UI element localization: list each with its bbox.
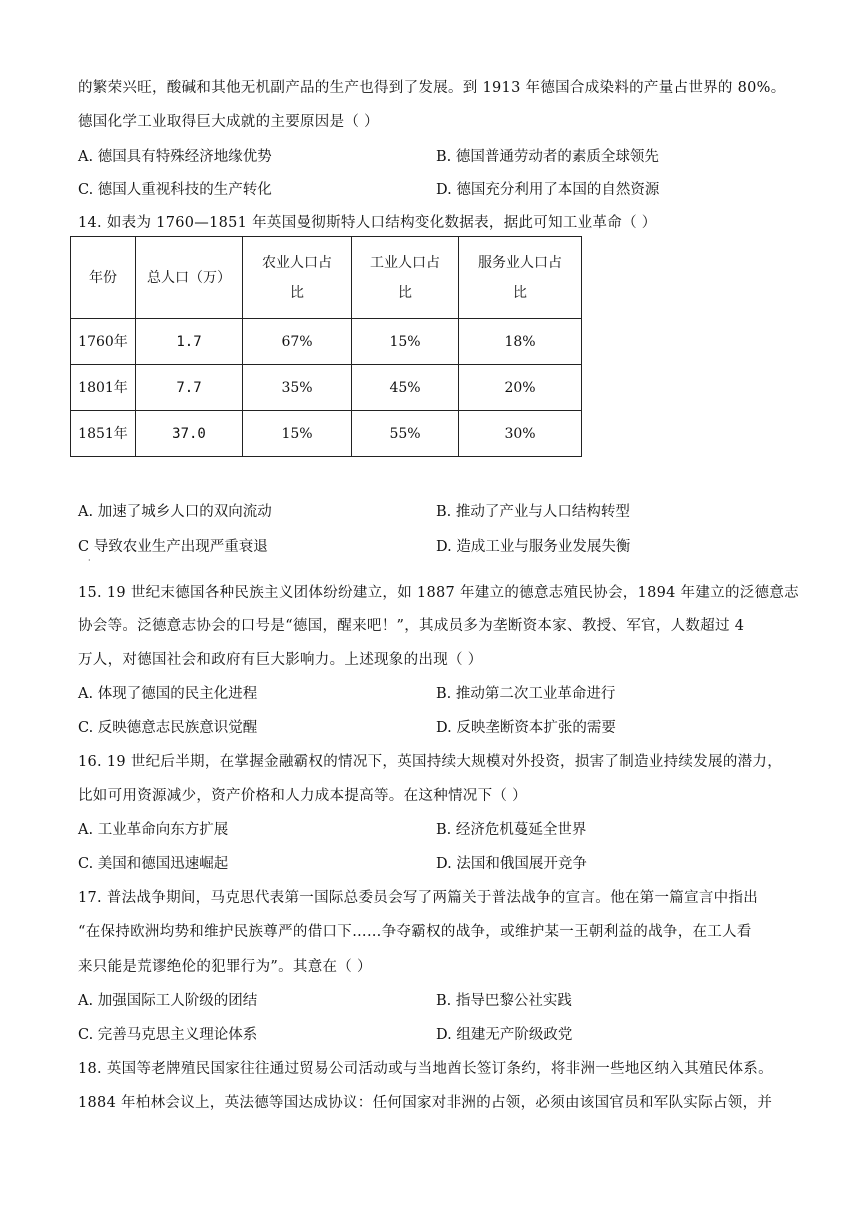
q17-option-d: D. 组建无产阶级政党 xyxy=(436,1027,573,1043)
q14-option-a: A. 加速了城乡人口的双向流动 xyxy=(78,504,272,520)
q13-option-a: A. 德国具有特殊经济地缘优势 xyxy=(78,149,272,165)
header-agriculture-line-2: 比 xyxy=(290,284,304,301)
cell-year: 1851年 xyxy=(71,411,136,457)
q13-option-c: C. 德国人重视科技的生产转化 xyxy=(78,182,272,198)
stray-dot: · xyxy=(88,556,91,565)
q17-option-c: C. 完善马克思主义理论体系 xyxy=(78,1027,258,1043)
header-service-line-1: 服务业人口占 xyxy=(478,254,562,271)
q17-option-b: B. 指导巴黎公社实践 xyxy=(436,993,572,1009)
cell-industry: 55% xyxy=(352,411,459,457)
q15-stem-line-2: 协会等。泛德意志协会的口号是“德国，醒来吧！”，其成员多为垄断资本家、教授、军官，人数超过 4 xyxy=(78,618,745,634)
q14-stem: 14. 如表为 1760—1851 年英国曼彻斯特人口结构变化数据表，据此可知工业革命（ ） xyxy=(78,215,657,231)
q17-stem-line-3: 来只能是荒谬绝伦的犯罪行为”。其意在（ ） xyxy=(78,959,372,975)
table-row xyxy=(71,365,582,411)
q18-stem-line-2: 1884 年柏林会议上，英法德等国达成协议：任何国家对非洲的占领，必须由该国官员和军队实际占领，并 xyxy=(78,1095,773,1111)
header-service xyxy=(459,237,582,319)
q16-option-d: D. 法国和俄国展开竞争 xyxy=(436,856,587,872)
cell-industry: 15% xyxy=(352,319,459,365)
cell-agriculture: 15% xyxy=(243,411,352,457)
header-industry xyxy=(352,237,459,319)
cell-service: 18% xyxy=(459,319,582,365)
q15-stem-line-3: 万人，对德国社会和政府有巨大影响力。上述现象的出现（ ） xyxy=(78,652,483,668)
q17-stem-line-2: “在保持欧洲均势和维护民族尊严的借口下……争夺霸权的战争，或维护某一王朝利益的战争，在工人看 xyxy=(78,924,752,940)
q14-option-c: C 导致农业生产出现严重衰退 xyxy=(78,539,268,555)
q15-option-b: B. 推动第二次工业革命进行 xyxy=(436,686,616,702)
q14-option-b: B. 推动了产业与人口结构转型 xyxy=(436,504,630,520)
cell-service: 20% xyxy=(459,365,582,411)
q13-option-b: B. 德国普通劳动者的素质全球领先 xyxy=(436,149,659,165)
q17-stem-line-1: 17. 普法战争期间，马克思代表第一国际总委员会写了两篇关于普法战争的宣言。他在第一篇宣言中指出 xyxy=(78,890,759,906)
q15-option-d: D. 反映垄断资本扩张的需要 xyxy=(436,720,616,736)
cell-agriculture: 35% xyxy=(243,365,352,411)
header-industry-line-1: 工业人口占 xyxy=(370,254,440,271)
header-total-population: 总人口（万） xyxy=(136,237,243,319)
cell-total: 37.0 xyxy=(136,411,243,457)
q15-stem-line-1: 15. 19 世纪末德国各种民族主义团体纷纷建立，如 1887 年建立的德意志殖民协会，1894 年建立的泛德意志 xyxy=(78,585,799,601)
table-row xyxy=(71,319,582,365)
q15-option-c: C. 反映德意志民族意识觉醒 xyxy=(78,720,258,736)
cell-year: 1760年 xyxy=(71,319,136,365)
header-agriculture xyxy=(243,237,352,319)
cell-industry: 45% xyxy=(352,365,459,411)
q13-stem-line-2: 德国化学工业取得巨大成就的主要原因是（ ） xyxy=(78,114,379,130)
q16-stem-line-1: 16. 19 世纪后半期，在掌握金融霸权的情况下，英国持续大规模对外投资，损害了制造业持续发展的潜力， xyxy=(78,754,783,770)
header-year: 年份 xyxy=(71,237,136,319)
cell-year: 1801年 xyxy=(71,365,136,411)
q13-stem-line-1: 的繁荣兴旺，酸碱和其他无机副产品的生产也得到了发展。到 1913 年德国合成染料的产量占世界的 80%。 xyxy=(78,80,786,96)
header-industry-line-2: 比 xyxy=(398,284,412,301)
table-header-row xyxy=(71,237,582,319)
cell-service: 30% xyxy=(459,411,582,457)
cell-agriculture: 67% xyxy=(243,319,352,365)
q18-stem-line-1: 18. 英国等老牌殖民国家往往通过贸易公司活动或与当地酋长签订条约，将非洲一些地区纳入其殖民体系。 xyxy=(78,1061,773,1077)
q16-option-b: B. 经济危机蔓延全世界 xyxy=(436,822,587,838)
q13-option-d: D. 德国充分利用了本国的自然资源 xyxy=(436,182,660,198)
header-agriculture-line-1: 农业人口占 xyxy=(262,254,332,271)
header-service-line-2: 比 xyxy=(513,284,527,301)
table-row xyxy=(71,411,582,457)
q16-option-c: C. 美国和德国迅速崛起 xyxy=(78,856,229,872)
q14-option-d: D. 造成工业与服务业发展失衡 xyxy=(436,539,631,555)
cell-total: 1.7 xyxy=(136,319,243,365)
q16-stem-line-2: 比如可用资源减少，资产价格和人力成本提高等。在这种情况下（ ） xyxy=(78,788,527,804)
population-table xyxy=(70,236,582,457)
q16-option-a: A. 工业革命向东方扩展 xyxy=(78,822,229,838)
q17-option-a: A. 加强国际工人阶级的团结 xyxy=(78,993,258,1009)
q15-option-a: A. 体现了德国的民主化进程 xyxy=(78,686,258,702)
cell-total: 7.7 xyxy=(136,365,243,411)
